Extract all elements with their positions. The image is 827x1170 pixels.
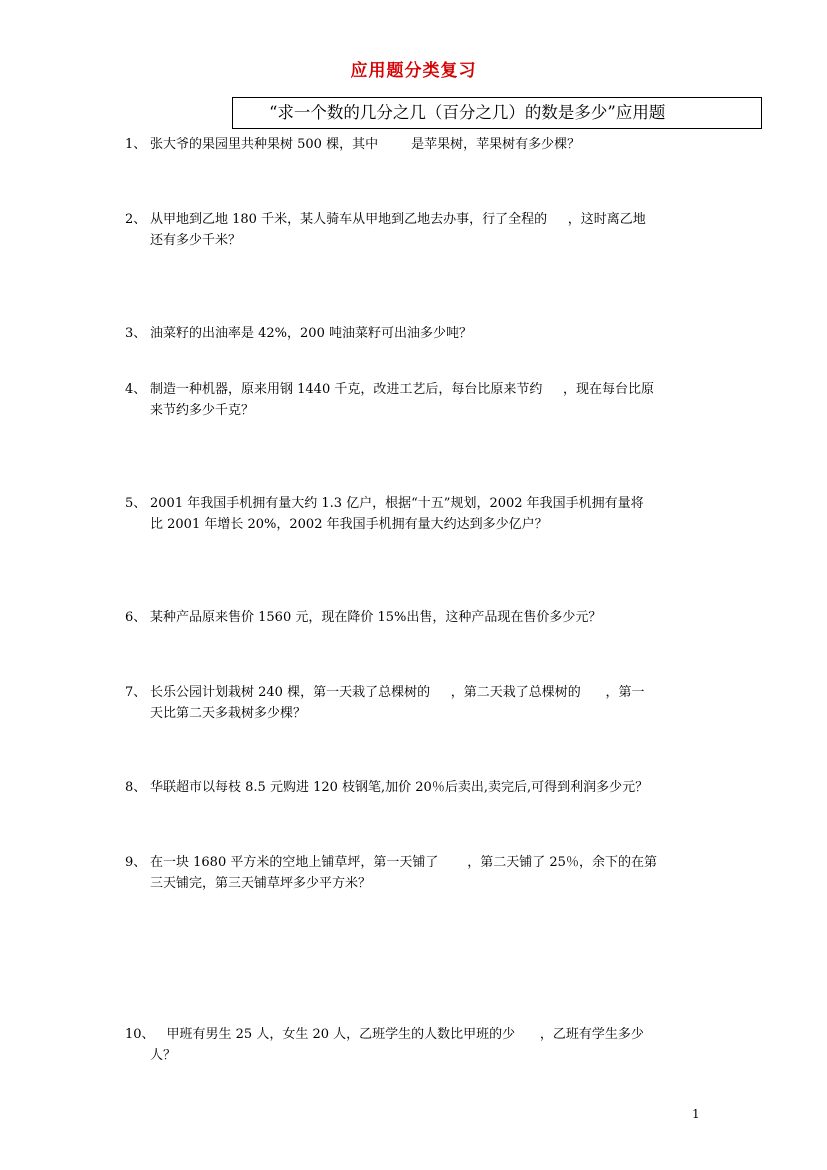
question-text: 比 2001 年增长 20%，2002 年我国手机拥有量大约达到多少亿户？ [150,517,548,532]
question-number: 4、 [125,382,147,397]
question-text: 张大爷的果园里共种果树 500 棵，其中 是苹果树，苹果树有多少棵？ [150,137,581,152]
question-text: 天比第二天多栽树多少棵？ [150,706,307,721]
question-text: 油菜籽的出油率是 42%，200 吨油菜籽可出油多少吨？ [150,326,472,341]
section-subtitle: “求一个数的几分之几（百分之几）的数是多少”应用题 [232,97,762,129]
question-text: 甲班有男生 25 人，女生 20 人，乙班学生的人数比甲班的少 ，乙班有学生多少 [150,1027,644,1042]
page-title: 应用题分类复习 [350,61,477,81]
question-text: 人？ [150,1048,177,1063]
question-text: 从甲地到乙地 180 千米，某人骑车从甲地到乙地去办事，行了全程的 ，这时离乙地 [150,212,646,227]
question-text: 2001 年我国手机拥有量大约 1.3 亿户，根据“十五”规划，2002 年我国手机拥有量将 [150,496,644,511]
question-number: 10、 [125,1027,155,1042]
question-text: 在一块 1680 平方米的空地上铺草坪，第一天铺了 ，第二天铺了 25％，余下的在第 [150,855,657,870]
question-number: 7、 [125,685,147,700]
question-text: 某种产品原来售价 1560 元，现在降价 15%出售，这种产品现在售价多少元？ [150,610,602,625]
question-number: 3、 [125,326,147,341]
question-number: 9、 [125,855,147,870]
question-number: 2、 [125,212,147,227]
question-text: 来节约多少千克？ [150,403,255,418]
question-text: 华联超市以每枝 8.5 元购进 120 枝钢笔,加价 20％后卖出,卖完后,可得到利润多少元？ [150,780,649,795]
question-number: 8、 [125,780,147,795]
question-number: 1、 [125,137,147,152]
question-text: 制造一种机器，原来用钢 1440 千克，改进工艺后，每台比原来节约 ，现在每台比原 [150,382,655,397]
question-text: 三天铺完，第三天铺草坪多少平方米？ [150,876,372,891]
question-number: 6、 [125,610,147,625]
page-number: 1 [692,1107,700,1121]
question-number: 5、 [125,496,147,511]
question-text: 还有多少千米？ [150,233,242,248]
question-text: 长乐公园计划栽树 240 棵，第一天栽了总棵树的 ，第二天栽了总棵树的 ，第一 [150,685,645,700]
